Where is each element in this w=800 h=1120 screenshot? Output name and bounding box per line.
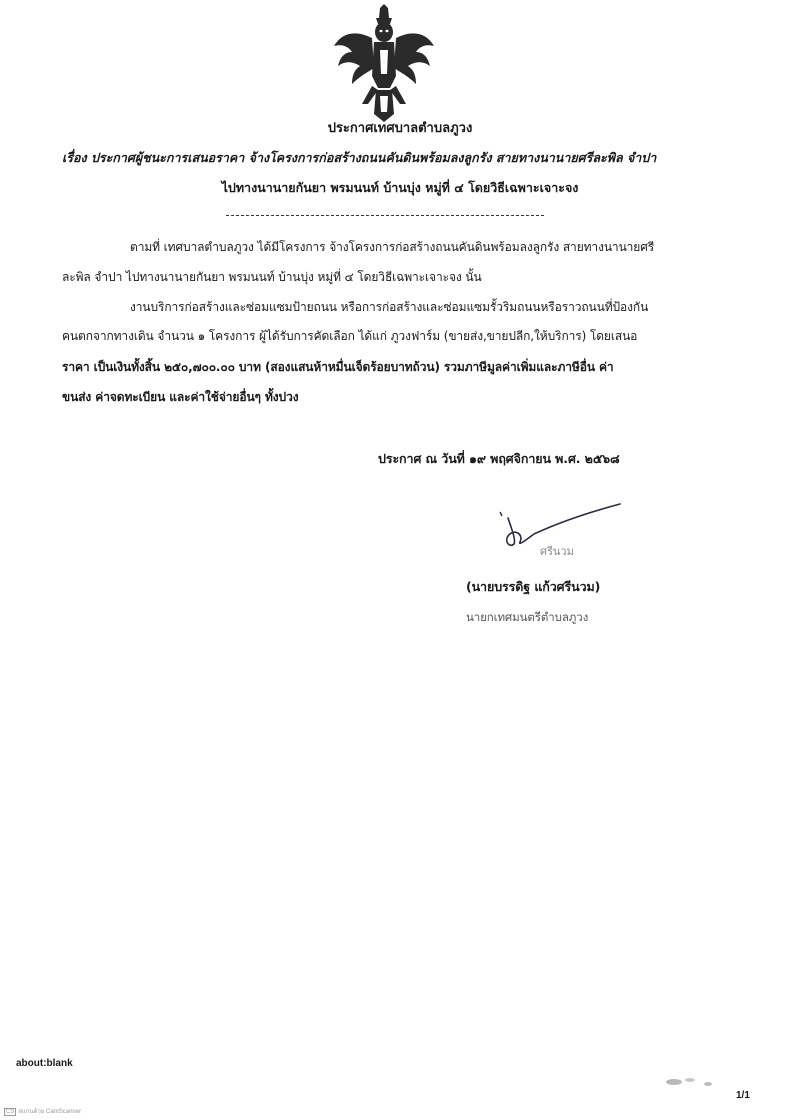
scan-smudge: [660, 1070, 720, 1092]
camscanner-icon: CS: [6, 1109, 15, 1115]
subject-line-1: เรื่อง ประกาศผู้ชนะการเสนอราคา จ้างโครงการก่อสร้างถนนคันดินพร้อมลงลูกรัง สายทางนานายศรีละพิล จำปา: [62, 150, 657, 165]
body-line-6: ขนส่ง ค่าจดทะเบียน และค่าใช้จ่ายอื่นๆ ทั้งปวง: [62, 390, 299, 404]
document-title: ประกาศเทศบาลตำบลภูวง: [327, 121, 473, 136]
signature-faded-text: ศรีนวม: [540, 545, 574, 558]
body-line-4: คนตกจากทางเดิน จำนวน ๑ โครงการ ผู้ได้รับการคัดเลือก ได้แก่ ภูวงฟาร์ม (ขายส่ง,ขายปลีก,ให้บริการ) โดยเสนอ: [62, 329, 638, 343]
body-line-2: ละพิล จำปา ไปทางนานายกันยา พรมนนท์ บ้านบุ่ง หมู่ที่ ๔ โดยวิธีเฉพาะเจาะจง นั้น: [62, 270, 482, 284]
scanner-label: สแกนด้วย CamScanner: [18, 1109, 82, 1115]
separator-rule: [226, 215, 544, 216]
garuda-emblem-icon: [332, 4, 436, 124]
browser-url: about:blank: [16, 1058, 73, 1069]
body-line-3: งานบริการก่อสร้างและซ่อมแซมป้ายถนน หรือการก่อสร้างและซ่อมแซมรั้วริมถนนหรือราวถนนที่ป้องกัน: [130, 300, 649, 314]
signer-name: (นายบรรดิฐ แก้วศรีนวม): [466, 579, 601, 594]
subject-line-2: ไปทางนานายกันยา พรมนนท์ บ้านบุ่ง หมู่ที่ ๔ โดยวิธีเฉพาะเจาะจง: [221, 180, 579, 195]
body-line-5: ราคา เป็นเงินทั้งสิ้น ๒๕๐,๗๐๐.๐๐ บาท (สองแสนห้าหมื่นเจ็ดร้อยบาทถ้วน) รวมภาษีมูลค่าเพิ่มและภาษีอื่น ค่า: [62, 360, 614, 374]
scanner-watermark: [4, 1106, 81, 1116]
page-number: 1/1: [736, 1090, 750, 1101]
body-line-1: ตามที่ เทศบาลตำบลภูวง ได้มีโครงการ จ้างโครงการก่อสร้างถนนคันดินพร้อมลงลูกรัง สายทางนานายศรี: [130, 240, 655, 254]
announcement-date: ประกาศ ณ วันที่ ๑๙ พฤศจิกายน พ.ศ. ๒๕๖๘: [378, 451, 620, 466]
signer-position: นายกเทศมนตรีตำบลภูวง: [466, 610, 589, 624]
